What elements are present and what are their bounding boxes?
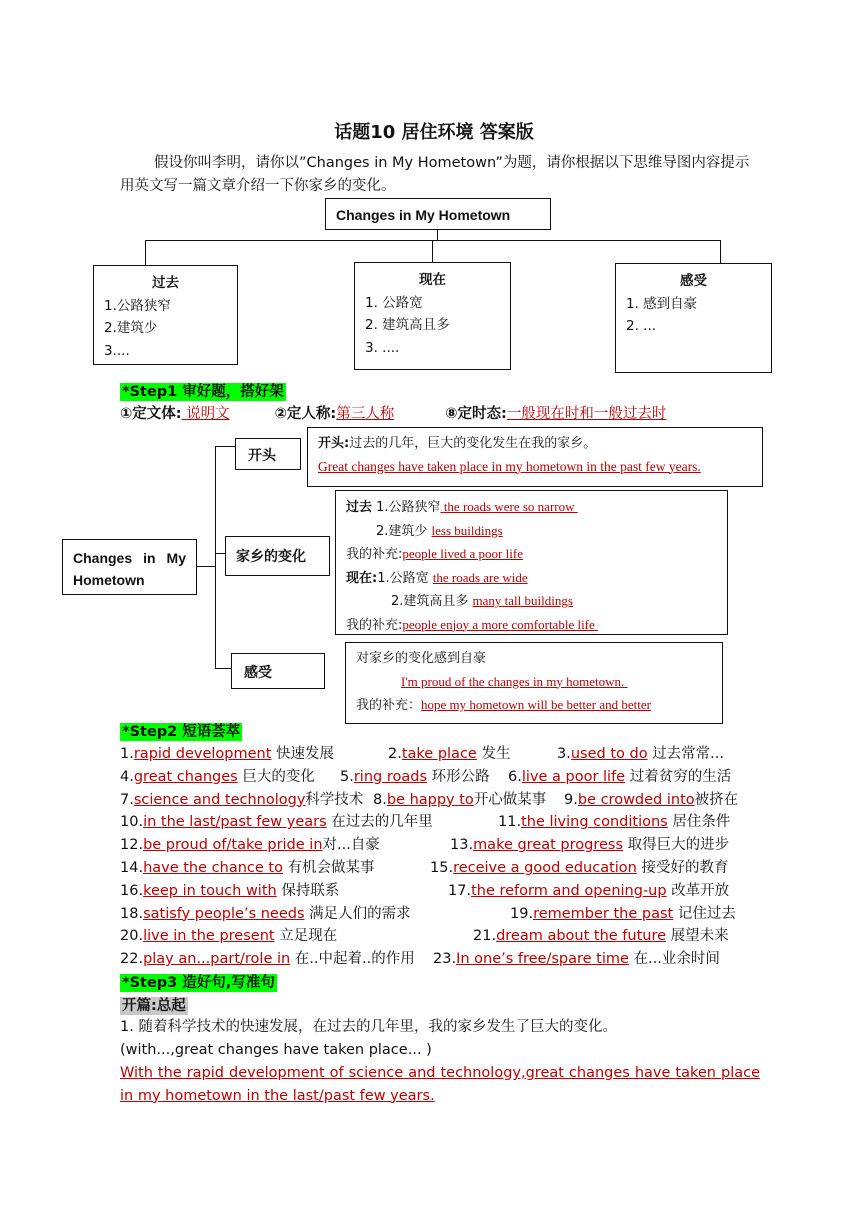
- past1-en: the roads were so narrow: [443, 499, 575, 514]
- phrase-list: [120, 743, 760, 973]
- phrase-item: 15.receive a good education 接受好的教育: [430, 860, 729, 876]
- connector: [215, 553, 225, 554]
- tense-value: 一般现在时和一般过去时: [506, 406, 667, 422]
- past2-cn: 2.建筑少: [376, 523, 428, 539]
- connector: [720, 240, 721, 263]
- supp2-en: people enjoy a more comfortable life: [402, 616, 595, 632]
- past-label: 过去: [346, 500, 373, 515]
- past1-cn: 1.公路狭窄: [376, 500, 441, 515]
- sentence-answer: With the rapid development of science and technology,great changes have taken place in my hometown in the last/past few years.: [120, 1065, 760, 1104]
- feel-box: [615, 263, 772, 373]
- phrase-item: 18.satisfy people’s needs 满足人们的需求: [120, 905, 411, 922]
- phrase-item: 6.live a poor life 过着贫穷的生活: [508, 768, 732, 785]
- genre-label: ①定文体:: [120, 406, 182, 422]
- phrase-item: 12.be proud of/take pride in对...自豪: [120, 837, 380, 854]
- phrase-item: 10.in the last/past few years 在过去的几年里: [120, 814, 433, 831]
- mindmap2-root: Changes in My Hometown: [62, 539, 197, 595]
- feel-box-title: 感受: [680, 273, 707, 289]
- phrase-item: 11.the living conditions 居住条件: [498, 814, 731, 831]
- past-item: 1.公路狭窄: [104, 297, 171, 314]
- branch-feeling: 感受: [231, 653, 325, 689]
- feeling-box: [345, 642, 723, 724]
- now1-en: the roads are wide: [432, 569, 528, 585]
- genre-value: 说明文: [186, 406, 230, 422]
- phrase-item: 23.In one’s free/spare time 在...业余时间: [433, 951, 720, 968]
- now-box-title: 现在: [419, 272, 446, 288]
- step1-label: *Step1 审好题，搭好架: [122, 384, 284, 400]
- now-item: 2. 建筑高且多: [365, 317, 450, 333]
- phrase-item: 17.the reform and opening-up 改革开放: [448, 882, 730, 899]
- sentence-question: 1. 随着科学技术的快速发展，在过去的几年里，我的家乡发生了巨大的变化。: [120, 1019, 617, 1035]
- supp-label: 我的补充:: [346, 547, 403, 562]
- phrase-item: 19.remember the past 记住过去: [510, 905, 736, 922]
- connector: [215, 668, 231, 669]
- phrase-item: 9.be crowded into被挤在: [564, 791, 739, 808]
- phrase-item: 13.make great progress 取得巨大的进步: [450, 837, 730, 854]
- phrase-item: 14.have the chance to 有机会做某事: [120, 860, 375, 876]
- changes-box: [335, 490, 728, 635]
- past-item: 3....: [104, 342, 130, 359]
- opening-label: 开头:: [318, 436, 350, 451]
- branch-opening: 开头: [235, 438, 301, 470]
- supp-label: 我的补充:: [346, 617, 403, 633]
- tense-label: ⑧定时态:: [445, 406, 507, 422]
- past2-en: less buildings: [431, 522, 503, 538]
- now-box: [354, 262, 511, 370]
- phrase-item: 3.used to do 过去常常...: [557, 746, 725, 762]
- feel-en: I'm proud of the changes in my hometown.: [401, 673, 625, 689]
- person-label: ②定人称:: [274, 406, 337, 422]
- connector: [432, 240, 433, 262]
- supp1-en: people lived a poor life: [402, 546, 523, 561]
- page-title: 话题10 居住环境 答案版: [334, 122, 534, 143]
- opening-section-label: 开篇:总起: [122, 998, 186, 1014]
- now-item: 3. ....: [365, 339, 400, 356]
- mindmap-root: Changes in My Hometown: [325, 198, 551, 230]
- now1-cn: 1.公路宽: [377, 570, 429, 586]
- phrase-item: 8.be happy to开心做某事: [373, 791, 547, 808]
- task-prompt: 假设你叫李明，请你以”Changes in My Hometown”为题，请你根据以下思维导图内容提示用英文写一篇文章介绍一下你家乡的变化。: [120, 155, 750, 194]
- phrase-item: 20.live in the present 立足现在: [120, 928, 338, 945]
- connector: [215, 446, 235, 447]
- now2-cn: 2.建筑高且多: [391, 594, 469, 609]
- feel-item: 1. 感到自豪: [626, 295, 698, 312]
- step2-label: *Step2 短语荟萃: [122, 724, 241, 740]
- opening-cn: 过去的几年，巨大的变化发生在我的家乡。: [349, 436, 597, 451]
- past-item: 2.建筑少: [104, 320, 158, 336]
- phrase-item: 2.take place 发生: [388, 746, 511, 762]
- feel-supp-en: hope my hometown will be better and better: [421, 697, 651, 712]
- feel-cn: 对家乡的变化感到自豪: [356, 651, 487, 666]
- past-box-title: 过去: [152, 275, 179, 291]
- connector: [437, 230, 438, 240]
- phrase-item: 7.science and technology科学技术: [120, 791, 364, 808]
- past-box: [93, 265, 238, 365]
- now-item: 1. 公路宽: [365, 294, 423, 311]
- step1-row: [120, 402, 666, 423]
- connector: [215, 446, 216, 668]
- phrase-item: 1.rapid development 快速发展: [120, 746, 334, 762]
- feel-item: 2. ...: [626, 318, 657, 334]
- phrase-item: 22.play an...part/role in 在..中起着..的作用: [120, 951, 415, 968]
- phrase-item: 5.ring roads 环形公路: [340, 768, 490, 785]
- step3-label: *Step3 造好句,写准句: [122, 975, 275, 991]
- opening-box: [307, 427, 763, 487]
- opening-en: Great changes have taken place in my hometown in the past few years.: [318, 458, 701, 474]
- phrase-item: 4.great changes 巨大的变化: [120, 768, 315, 785]
- phrase-item: 16.keep in touch with 保持联系: [120, 882, 340, 899]
- now2-en: many tall buildings: [472, 593, 573, 608]
- connector: [145, 240, 721, 241]
- sentence-hint: (with...,great changes have taken place... ): [120, 1042, 432, 1058]
- phrase-item: 21.dream about the future 展望未来: [473, 928, 729, 945]
- connector: [145, 240, 146, 265]
- supp-label: 我的补充：: [356, 698, 422, 713]
- person-value: 第三人称: [336, 406, 395, 422]
- connector: [197, 566, 215, 567]
- now-label: 现在:: [346, 570, 378, 586]
- branch-changes: 家乡的变化: [225, 536, 330, 576]
